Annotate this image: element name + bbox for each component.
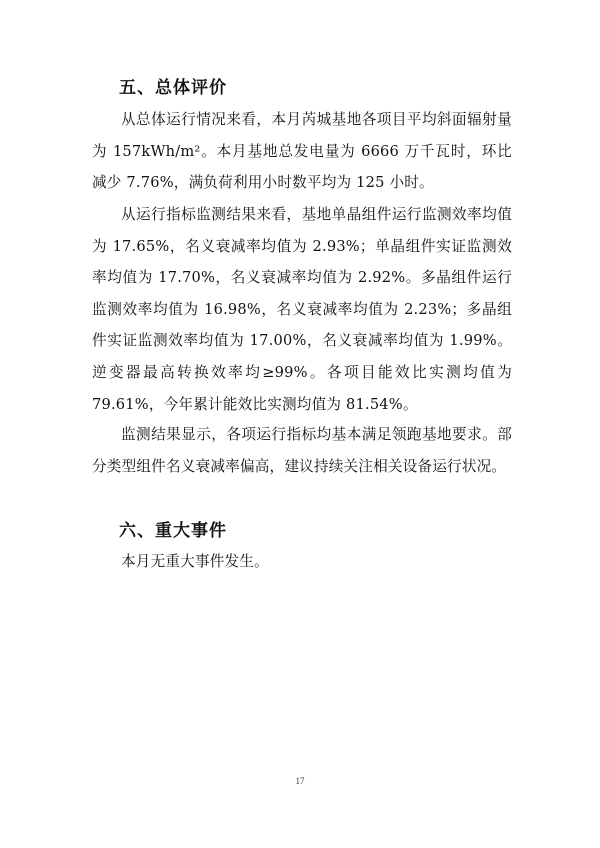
page-number: 17 xyxy=(295,776,305,786)
paragraph-conclusion: 监测结果显示，各项运行指标均基本满足领跑基地要求。部分类型组件名义衰减率偏高，建议持续关注相关设备运行状况。 xyxy=(92,426,512,475)
paragraph-monitoring-results: 从运行指标监测结果来看，基地单晶组件运行监测效率均值为 17.65%，名义衰减率均值为 2.93%；单晶组件实证监测效率均值为 17.70%，名义衰减率均值为 2.92%。多晶组件运行监测效率均值为 16.98%，名义衰减率均值为 2.23%；多晶组件实证监测效率均值为 17.00%，名义衰减率均值为 1.99%。逆变器最高转换效率均≥99%。各项目能效比实测均值为 79.61%，今年累计能效比实测均值为 81.54%。 xyxy=(92,206,512,413)
paragraph-no-major-events: 本月无重大事件发生。 xyxy=(121,553,269,570)
section-heading-overall-evaluation: 五、总体评价 xyxy=(119,78,227,98)
section-heading-major-events: 六、重大事件 xyxy=(119,521,227,541)
paragraph-overall-operation: 从总体运行情况来看，本月芮城基地各项目平均斜面辐射量为 157kWh/m²。本月基地总发电量为 6666 万千瓦时，环比减少 7.76%，满负荷利用小时数平均为 125 小时。 xyxy=(92,111,512,192)
